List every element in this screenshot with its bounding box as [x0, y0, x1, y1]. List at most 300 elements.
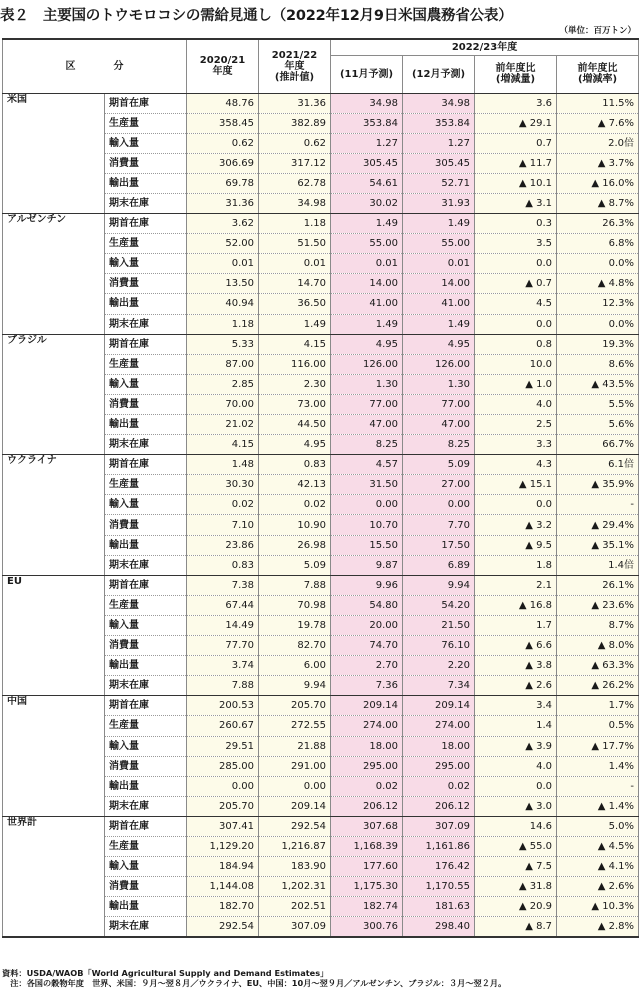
- value-cell: 1,144.08: [187, 877, 259, 897]
- value-cell: ▲ 7.6%: [557, 113, 639, 133]
- value-cell: -: [557, 776, 639, 796]
- item-cell: 輸出量: [105, 173, 187, 193]
- value-cell: 15.50: [331, 535, 403, 555]
- value-cell: 2.70: [331, 656, 403, 676]
- value-cell: 5.6%: [557, 415, 639, 435]
- item-cell: 消費量: [105, 877, 187, 897]
- item-cell: 期末在庫: [105, 193, 187, 213]
- value-cell: 3.62: [187, 214, 259, 234]
- value-cell: 4.57: [331, 455, 403, 475]
- value-cell: 1,168.39: [331, 836, 403, 856]
- country-cell: ブラジル: [3, 334, 105, 455]
- value-cell: 7.36: [331, 676, 403, 696]
- value-cell: 0.3: [475, 214, 557, 234]
- value-cell: ▲ 8.7: [475, 917, 557, 937]
- value-cell: 0.0: [475, 254, 557, 274]
- value-cell: ▲ 2.6%: [557, 877, 639, 897]
- value-cell: 1,202.31: [259, 877, 331, 897]
- value-cell: 0.01: [403, 254, 475, 274]
- value-cell: 21.50: [403, 615, 475, 635]
- value-cell: 307.41: [187, 816, 259, 836]
- value-cell: 10.0: [475, 354, 557, 374]
- value-cell: 3.3: [475, 435, 557, 455]
- value-cell: 20.00: [331, 615, 403, 635]
- value-cell: 0.8: [475, 334, 557, 354]
- value-cell: 1.4: [475, 716, 557, 736]
- value-cell: ▲ 29.1: [475, 113, 557, 133]
- value-cell: 5.0%: [557, 816, 639, 836]
- value-cell: ▲ 23.6%: [557, 595, 639, 615]
- value-cell: 126.00: [403, 354, 475, 374]
- value-cell: 1.27: [403, 133, 475, 153]
- value-cell: ▲ 35.1%: [557, 535, 639, 555]
- value-cell: 292.54: [187, 917, 259, 937]
- value-cell: ▲ 1.4%: [557, 796, 639, 816]
- value-cell: 19.3%: [557, 334, 639, 354]
- value-cell: 14.00: [403, 274, 475, 294]
- item-cell: 期末在庫: [105, 435, 187, 455]
- value-cell: ▲ 2.6: [475, 676, 557, 696]
- value-cell: 5.09: [259, 555, 331, 575]
- value-cell: 6.8%: [557, 234, 639, 254]
- item-cell: 消費量: [105, 515, 187, 535]
- value-cell: 4.15: [187, 435, 259, 455]
- value-cell: 6.1倍: [557, 455, 639, 475]
- table-row: [3, 696, 639, 716]
- value-cell: 4.0: [475, 756, 557, 776]
- value-cell: ▲ 35.9%: [557, 475, 639, 495]
- header-rate: [557, 55, 639, 93]
- value-cell: 1.27: [331, 133, 403, 153]
- value-cell: 82.70: [259, 636, 331, 656]
- value-cell: 1,170.55: [403, 877, 475, 897]
- value-cell: 66.7%: [557, 435, 639, 455]
- value-cell: 0.83: [259, 455, 331, 475]
- value-cell: ▲ 8.0%: [557, 636, 639, 656]
- value-cell: 353.84: [331, 113, 403, 133]
- table-row: [3, 455, 639, 475]
- value-cell: 2.85: [187, 374, 259, 394]
- item-cell: 輸入量: [105, 615, 187, 635]
- item-cell: 期首在庫: [105, 455, 187, 475]
- value-cell: 0.02: [187, 495, 259, 515]
- item-cell: 輸出量: [105, 776, 187, 796]
- value-cell: 7.88: [259, 575, 331, 595]
- value-cell: 47.00: [403, 415, 475, 435]
- value-cell: 295.00: [403, 756, 475, 776]
- value-cell: 17.50: [403, 535, 475, 555]
- value-cell: ▲ 3.1: [475, 193, 557, 213]
- value-cell: 34.98: [403, 93, 475, 113]
- value-cell: ▲ 4.1%: [557, 857, 639, 877]
- value-cell: 42.13: [259, 475, 331, 495]
- header-diff-label: 前年度比 (増減量): [495, 63, 536, 85]
- value-cell: ▲ 7.5: [475, 857, 557, 877]
- value-cell: 305.45: [331, 153, 403, 173]
- value-cell: 74.70: [331, 636, 403, 656]
- table-row: [3, 816, 639, 836]
- value-cell: 4.0: [475, 394, 557, 414]
- value-cell: 8.25: [331, 435, 403, 455]
- value-cell: 0.00: [331, 495, 403, 515]
- value-cell: 0.00: [187, 776, 259, 796]
- header-2021: [259, 39, 331, 93]
- value-cell: 291.00: [259, 756, 331, 776]
- value-cell: 285.00: [187, 756, 259, 776]
- value-cell: 6.89: [403, 555, 475, 575]
- value-cell: 1,161.86: [403, 836, 475, 856]
- value-cell: ▲ 17.7%: [557, 736, 639, 756]
- value-cell: 298.40: [403, 917, 475, 937]
- value-cell: 55.00: [331, 234, 403, 254]
- value-cell: 3.4: [475, 696, 557, 716]
- value-cell: 306.69: [187, 153, 259, 173]
- value-cell: 0.02: [331, 776, 403, 796]
- value-cell: ▲ 16.8: [475, 595, 557, 615]
- value-cell: 6.00: [259, 656, 331, 676]
- value-cell: 0.02: [259, 495, 331, 515]
- value-cell: 26.98: [259, 535, 331, 555]
- value-cell: 77.00: [403, 394, 475, 414]
- value-cell: ▲ 29.4%: [557, 515, 639, 535]
- value-cell: 0.62: [259, 133, 331, 153]
- value-cell: 202.51: [259, 897, 331, 917]
- value-cell: ▲ 31.8: [475, 877, 557, 897]
- value-cell: 1.30: [331, 374, 403, 394]
- value-cell: 13.50: [187, 274, 259, 294]
- value-cell: 41.00: [403, 294, 475, 314]
- value-cell: ▲ 20.9: [475, 897, 557, 917]
- value-cell: 358.45: [187, 113, 259, 133]
- value-cell: ▲ 16.0%: [557, 173, 639, 193]
- value-cell: 206.12: [403, 796, 475, 816]
- value-cell: 23.86: [187, 535, 259, 555]
- value-cell: 4.15: [259, 334, 331, 354]
- value-cell: 8.25: [403, 435, 475, 455]
- header-kubun-1: 区: [65, 60, 76, 72]
- value-cell: 300.76: [331, 917, 403, 937]
- value-cell: 0.0: [475, 314, 557, 334]
- value-cell: 1.49: [403, 314, 475, 334]
- value-cell: 31.36: [187, 193, 259, 213]
- value-cell: 10.70: [331, 515, 403, 535]
- header-2021-label: 2021/22 年度 (推計値): [271, 49, 318, 83]
- item-cell: 期首在庫: [105, 334, 187, 354]
- value-cell: 77.00: [331, 394, 403, 414]
- value-cell: 9.96: [331, 575, 403, 595]
- value-cell: 0.00: [259, 776, 331, 796]
- value-cell: 69.78: [187, 173, 259, 193]
- value-cell: 307.09: [403, 816, 475, 836]
- item-cell: 生産量: [105, 113, 187, 133]
- value-cell: 4.5: [475, 294, 557, 314]
- value-cell: 31.36: [259, 93, 331, 113]
- value-cell: 18.00: [331, 736, 403, 756]
- value-cell: 0.7: [475, 133, 557, 153]
- item-cell: 消費量: [105, 394, 187, 414]
- value-cell: 76.10: [403, 636, 475, 656]
- value-cell: 36.50: [259, 294, 331, 314]
- item-cell: 輸出量: [105, 897, 187, 917]
- value-cell: 1,175.30: [331, 877, 403, 897]
- value-cell: 87.00: [187, 354, 259, 374]
- value-cell: 7.34: [403, 676, 475, 696]
- value-cell: 48.76: [187, 93, 259, 113]
- item-cell: 期首在庫: [105, 214, 187, 234]
- country-cell: EU: [3, 575, 105, 696]
- value-cell: 2.1: [475, 575, 557, 595]
- value-cell: ▲ 3.0: [475, 796, 557, 816]
- value-cell: 31.50: [331, 475, 403, 495]
- value-cell: 30.30: [187, 475, 259, 495]
- value-cell: 10.90: [259, 515, 331, 535]
- value-cell: 41.00: [331, 294, 403, 314]
- item-cell: 輸入量: [105, 857, 187, 877]
- value-cell: ▲ 3.2: [475, 515, 557, 535]
- value-cell: 4.95: [259, 435, 331, 455]
- table-row: [3, 214, 639, 234]
- value-cell: ▲ 10.3%: [557, 897, 639, 917]
- header-diff: [475, 55, 557, 93]
- item-cell: 輸出量: [105, 294, 187, 314]
- value-cell: 209.14: [403, 696, 475, 716]
- table-row: [3, 334, 639, 354]
- value-cell: ▲ 15.1: [475, 475, 557, 495]
- value-cell: 47.00: [331, 415, 403, 435]
- value-cell: ▲ 43.5%: [557, 374, 639, 394]
- value-cell: 0.83: [187, 555, 259, 575]
- item-cell: 生産量: [105, 354, 187, 374]
- value-cell: 54.20: [403, 595, 475, 615]
- value-cell: 353.84: [403, 113, 475, 133]
- item-cell: 輸入量: [105, 374, 187, 394]
- unit-label: （単位：百万トン）: [559, 26, 636, 36]
- value-cell: 126.00: [331, 354, 403, 374]
- value-cell: 182.70: [187, 897, 259, 917]
- value-cell: 182.74: [331, 897, 403, 917]
- item-cell: 期首在庫: [105, 816, 187, 836]
- value-cell: ▲ 63.3%: [557, 656, 639, 676]
- item-cell: 期末在庫: [105, 676, 187, 696]
- value-cell: 295.00: [331, 756, 403, 776]
- item-cell: 期末在庫: [105, 314, 187, 334]
- value-cell: 0.00: [403, 495, 475, 515]
- value-cell: ▲ 0.7: [475, 274, 557, 294]
- notes: [2, 968, 638, 989]
- value-cell: 5.33: [187, 334, 259, 354]
- value-cell: 205.70: [259, 696, 331, 716]
- item-cell: 生産量: [105, 234, 187, 254]
- item-cell: 輸出量: [105, 415, 187, 435]
- value-cell: 305.45: [403, 153, 475, 173]
- country-cell: 中国: [3, 696, 105, 817]
- header-dec: (12月予測): [403, 55, 475, 93]
- value-cell: 272.55: [259, 716, 331, 736]
- value-cell: 34.98: [259, 193, 331, 213]
- value-cell: 30.02: [331, 193, 403, 213]
- value-cell: ▲ 8.7%: [557, 193, 639, 213]
- value-cell: 2.20: [403, 656, 475, 676]
- value-cell: 29.51: [187, 736, 259, 756]
- table-row: [3, 575, 639, 595]
- value-cell: 34.98: [331, 93, 403, 113]
- value-cell: 14.49: [187, 615, 259, 635]
- item-cell: 生産量: [105, 595, 187, 615]
- value-cell: 274.00: [331, 716, 403, 736]
- value-cell: 40.94: [187, 294, 259, 314]
- table-title: 表２ 主要国のトウモロコシの需給見通し（2022年12月9日米国農務省公表）: [0, 8, 513, 24]
- value-cell: 206.12: [331, 796, 403, 816]
- value-cell: 1.49: [259, 314, 331, 334]
- value-cell: 1.48: [187, 455, 259, 475]
- value-cell: ▲ 4.5%: [557, 836, 639, 856]
- value-cell: 181.63: [403, 897, 475, 917]
- value-cell: 0.0: [475, 776, 557, 796]
- value-cell: 184.94: [187, 857, 259, 877]
- value-cell: ▲ 4.8%: [557, 274, 639, 294]
- table-row: [3, 93, 639, 113]
- value-cell: ▲ 10.1: [475, 173, 557, 193]
- source-note: 資料：USDA/WAOB「World Agricultural Supply and Demand Estimates」: [2, 968, 329, 978]
- value-cell: 7.10: [187, 515, 259, 535]
- item-cell: 消費量: [105, 636, 187, 656]
- item-cell: 輸入量: [105, 133, 187, 153]
- value-cell: 205.70: [187, 796, 259, 816]
- value-cell: 7.70: [403, 515, 475, 535]
- value-cell: ▲ 11.7: [475, 153, 557, 173]
- value-cell: 0.5%: [557, 716, 639, 736]
- value-cell: 1.18: [187, 314, 259, 334]
- value-cell: 209.14: [259, 796, 331, 816]
- item-cell: 輸出量: [105, 535, 187, 555]
- value-cell: 1.4%: [557, 756, 639, 776]
- value-cell: 2.5: [475, 415, 557, 435]
- value-cell: 55.00: [403, 234, 475, 254]
- value-cell: 317.12: [259, 153, 331, 173]
- value-cell: 14.70: [259, 274, 331, 294]
- footnote: 注：各国の穀物年度 世界、米国：９月～翌８月／ウクライナ、EU、中国：10月～翌９月／アルゼンチン、ブラジル：３月～翌２月。: [2, 978, 507, 989]
- value-cell: 4.95: [331, 334, 403, 354]
- value-cell: 8.6%: [557, 354, 639, 374]
- value-cell: 70.98: [259, 595, 331, 615]
- value-cell: 21.88: [259, 736, 331, 756]
- value-cell: 3.74: [187, 656, 259, 676]
- header-kubun: [3, 39, 187, 93]
- header-2022-group: 2022/23年度: [331, 39, 639, 55]
- value-cell: 0.0: [475, 495, 557, 515]
- value-cell: 26.3%: [557, 214, 639, 234]
- value-cell: 77.70: [187, 636, 259, 656]
- value-cell: -: [557, 495, 639, 515]
- value-cell: 26.1%: [557, 575, 639, 595]
- header-2020-label: 2020/21 年度: [199, 55, 246, 78]
- value-cell: 260.67: [187, 716, 259, 736]
- value-cell: 52.00: [187, 234, 259, 254]
- item-cell: 期末在庫: [105, 917, 187, 937]
- value-cell: 2.30: [259, 374, 331, 394]
- value-cell: 11.5%: [557, 93, 639, 113]
- item-cell: 輸出量: [105, 656, 187, 676]
- value-cell: 12.3%: [557, 294, 639, 314]
- value-cell: 307.09: [259, 917, 331, 937]
- value-cell: 14.00: [331, 274, 403, 294]
- value-cell: 3.5: [475, 234, 557, 254]
- value-cell: 1.49: [403, 214, 475, 234]
- value-cell: 18.00: [403, 736, 475, 756]
- value-cell: 54.61: [331, 173, 403, 193]
- item-cell: 消費量: [105, 274, 187, 294]
- value-cell: 27.00: [403, 475, 475, 495]
- value-cell: ▲ 3.9: [475, 736, 557, 756]
- value-cell: 274.00: [403, 716, 475, 736]
- item-cell: 期末在庫: [105, 796, 187, 816]
- value-cell: 21.02: [187, 415, 259, 435]
- value-cell: 2.0倍: [557, 133, 639, 153]
- value-cell: ▲ 3.7%: [557, 153, 639, 173]
- table-body: [3, 93, 639, 937]
- value-cell: ▲ 2.8%: [557, 917, 639, 937]
- value-cell: 1.49: [331, 214, 403, 234]
- country-cell: アルゼンチン: [3, 214, 105, 335]
- value-cell: 1.4倍: [557, 555, 639, 575]
- value-cell: 209.14: [331, 696, 403, 716]
- value-cell: 14.6: [475, 816, 557, 836]
- value-cell: ▲ 6.6: [475, 636, 557, 656]
- value-cell: 1,129.20: [187, 836, 259, 856]
- value-cell: 307.68: [331, 816, 403, 836]
- item-cell: 期末在庫: [105, 555, 187, 575]
- item-cell: 輸入量: [105, 736, 187, 756]
- value-cell: 7.38: [187, 575, 259, 595]
- header-rate-label: 前年度比 (増減率): [577, 63, 618, 85]
- value-cell: 382.89: [259, 113, 331, 133]
- value-cell: 4.3: [475, 455, 557, 475]
- value-cell: 9.94: [259, 676, 331, 696]
- value-cell: 67.44: [187, 595, 259, 615]
- value-cell: 7.88: [187, 676, 259, 696]
- value-cell: 9.87: [331, 555, 403, 575]
- item-cell: 消費量: [105, 756, 187, 776]
- value-cell: 1.7: [475, 615, 557, 635]
- value-cell: 62.78: [259, 173, 331, 193]
- value-cell: 0.0%: [557, 254, 639, 274]
- value-cell: 52.71: [403, 173, 475, 193]
- value-cell: ▲ 26.2%: [557, 676, 639, 696]
- item-cell: 輸入量: [105, 254, 187, 274]
- value-cell: ▲ 1.0: [475, 374, 557, 394]
- value-cell: 5.09: [403, 455, 475, 475]
- value-cell: 51.50: [259, 234, 331, 254]
- value-cell: 70.00: [187, 394, 259, 414]
- value-cell: 0.01: [187, 254, 259, 274]
- country-cell: 世界計: [3, 816, 105, 937]
- country-cell: 米国: [3, 93, 105, 214]
- value-cell: ▲ 55.0: [475, 836, 557, 856]
- value-cell: 176.42: [403, 857, 475, 877]
- value-cell: 177.60: [331, 857, 403, 877]
- value-cell: 116.00: [259, 354, 331, 374]
- item-cell: 生産量: [105, 716, 187, 736]
- value-cell: 31.93: [403, 193, 475, 213]
- item-cell: 生産量: [105, 836, 187, 856]
- country-cell: ウクライナ: [3, 455, 105, 576]
- value-cell: 0.01: [331, 254, 403, 274]
- item-cell: 期首在庫: [105, 575, 187, 595]
- value-cell: 3.6: [475, 93, 557, 113]
- item-cell: 期首在庫: [105, 696, 187, 716]
- header-kubun-2: 分: [113, 60, 124, 72]
- value-cell: 1.30: [403, 374, 475, 394]
